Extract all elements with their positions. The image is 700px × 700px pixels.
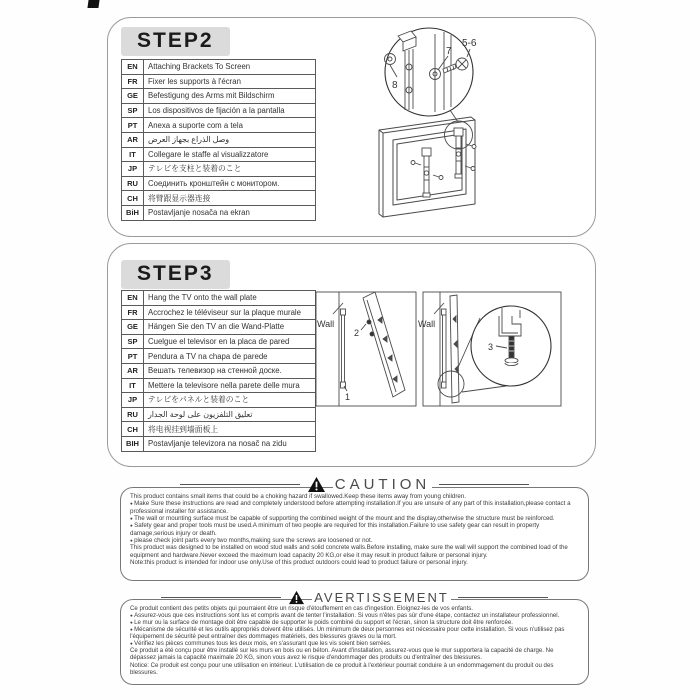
language-code: JP [122, 393, 144, 407]
avertissement-paragraph: Ce produit a été conçu pour être installé sur les murs en bois ou en béton. Avant d'installation, assurez-vous que le mur supportera la capacité de charge. Ne dépassez jamais la capacité maximale 20 KG, sinon vous avez le risque d'endommager des produits ou d'entraîner des blessures. [130, 647, 554, 662]
language-code: GE [122, 320, 144, 334]
instruction-text: Los dispositivos de fijación a la pantalla [148, 106, 285, 116]
part-label-7: 7 [446, 46, 452, 57]
step3-title: STEP3 [121, 260, 230, 289]
instruction-text: Вешать телевизор на стенной доске. [148, 366, 282, 376]
table-row [122, 206, 315, 220]
language-code: FR [122, 75, 144, 89]
part-label-3: 3 [488, 342, 494, 352]
part-label-5-6: 5-6 [462, 38, 477, 49]
table-row [122, 379, 315, 394]
avertissement-box [120, 590, 589, 685]
table-row [122, 364, 315, 379]
language-code: CH [122, 422, 144, 436]
table-row [122, 437, 315, 451]
caution-title: CAUTION [334, 476, 431, 493]
divider-line [180, 484, 300, 485]
table-row [122, 60, 315, 75]
caution-note: Note:this product is intended for indoor use only.Use of this product outdoors could lead to product failure or personal injury. [130, 558, 468, 566]
language-code: CH [122, 191, 144, 205]
step3-diagram [306, 284, 590, 418]
warning-bullet: ● Assurez-vous que ces instructions sont lus et compris avant de tenter l'installation. Si vous n'êtes pas sûr d'une étape, contactez un installateur professionnel. [130, 612, 579, 619]
instruction-text: Anexa a suporte com a tela [148, 120, 243, 130]
scan-artifact [87, 0, 99, 8]
instruction-text: Mettere la televisore nella parete delle mura [148, 380, 300, 390]
language-code: SP [122, 104, 144, 118]
warning-triangle-icon [288, 590, 305, 605]
language-code: FR [122, 306, 144, 320]
step2-language-table [121, 59, 316, 221]
language-code: SP [122, 335, 144, 349]
table-row [122, 393, 315, 408]
step2-diagram [378, 22, 592, 232]
caution-bullet-list [130, 500, 579, 544]
table-row [122, 148, 315, 163]
table-row [122, 118, 315, 133]
table-row [122, 422, 315, 437]
wall-label-right: Wall [418, 319, 436, 329]
warning-bullet: ● Mécanisme de sécurité et les outils appropriés doivent être utilisés. Un minimum de deux personnes est nécessaire pour cette installation. Si vous n'utilisez pas l'équipement de sécurité peut entraîner des dommages matériels, des blessures graves ou la mort. [130, 626, 579, 640]
instruction-text: Attaching Brackets To Screen [148, 62, 251, 72]
step2-title: STEP2 [121, 27, 230, 56]
instruction-text: Cuelgue el televisor en la placa de pared [148, 337, 290, 347]
language-code: EN [122, 60, 144, 74]
language-code: JP [122, 162, 144, 176]
language-code: PT [122, 349, 144, 363]
warning-bullet: ● Make Sure these instructions are read and completely understood before attempting installation.If you are unsure of any part of this installation,please contact a professional installer for assistance. [130, 500, 579, 515]
language-code: BIH [122, 437, 144, 451]
table-row [122, 75, 315, 90]
part-label-1: 1 [345, 392, 351, 402]
instruction-text: Hängen Sie den TV an die Wand-Platte [148, 322, 285, 332]
table-row [122, 191, 315, 206]
instruction-text: Postavljanje nosača na ekran [148, 208, 250, 218]
part-label-2: 2 [354, 328, 360, 338]
table-row [122, 320, 315, 335]
language-code: IT [122, 379, 144, 393]
caution-intro: This product contains small items that could be a choking hazard if swallowed.Keep these items away from young children. [130, 493, 467, 500]
divider-line [439, 484, 529, 485]
instruction-text: Hang the TV onto the wall plate [148, 293, 257, 303]
table-row [122, 349, 315, 364]
instruction-text: テレビをパネルと装着のこと [148, 395, 250, 405]
step2-section [107, 17, 596, 237]
instruction-text: Соединить кронштейн с монитором. [148, 179, 280, 189]
language-code: AR [122, 364, 144, 378]
instruction-text: Collegare le staffe al visualizzatore [148, 149, 269, 159]
table-row [122, 162, 315, 177]
table-row [122, 133, 315, 148]
language-code: RU [122, 408, 144, 422]
caution-paragraph: This product was designed to be installed on wood stud walls and solid concrete walls.Before installing, make sure the wall will support the combined load of the equipment and hardware.Never exceed the maximum load capacity 20 KG,or else it may result in product failure or personal injury. [130, 544, 568, 559]
instruction-text: Befestigung des Arms mit Bildschirm [148, 91, 275, 101]
instruction-text: 将臂跟显示器连接 [148, 193, 211, 203]
table-row [122, 408, 315, 423]
instruction-text: テレビを支柱と装着のこと [148, 164, 242, 174]
wall-label-left: Wall [317, 319, 335, 329]
step3-section [107, 243, 596, 467]
warning-bullet: ● The wall or mounting surface must be capable of supporting the combined weight of the mount and the display,otherwise the structure must be reinforced. [130, 515, 579, 522]
table-row [122, 104, 315, 119]
table-row [122, 306, 315, 321]
detail-circle [385, 28, 477, 116]
avertissement-body [121, 600, 588, 679]
avertissement-intro: Ce produit contient des petits objets qui pourraient être un risque d'étouffement en cas d'ingestion. Eloignez-les de vos enfants. [130, 605, 473, 612]
divider-line [458, 597, 548, 598]
caution-body [121, 488, 588, 569]
caution-title-row [121, 476, 588, 493]
instruction-text: Postavljanje televizora na nosač na zidu [148, 439, 287, 449]
table-row [122, 291, 315, 306]
caution-box [120, 476, 589, 581]
instruction-text: Pendura a TV na chapa de parede [148, 351, 268, 361]
instruction-text: تعليق التلفزيون على لوحة الجدار [148, 410, 253, 420]
language-code: EN [122, 291, 144, 305]
table-row [122, 335, 315, 350]
instruction-text: Fixer les supports à l'écran [148, 76, 241, 86]
instruction-text: Accrochez le téléviseur sur la plaque murale [148, 307, 301, 317]
language-code: BiH [122, 206, 144, 220]
avertissement-bullet-list [130, 612, 579, 647]
warning-bullet: ● Le mur ou la surface de montage doit être capable de supporter le poids combiné du support et l'écran, sinon la structure doit être renforcée. [130, 619, 579, 626]
language-code: AR [122, 133, 144, 147]
avertissement-title-row [121, 590, 588, 605]
warning-bullet: ● Vérifiez les pièces communes tous les deux mois, en s'assurant que les vis soient bien serrées. [130, 640, 579, 647]
language-code: PT [122, 118, 144, 132]
language-code: RU [122, 177, 144, 191]
divider-line [161, 597, 281, 598]
part-label-8: 8 [392, 80, 398, 91]
avertissement-title: AVERTISSEMENT [314, 590, 449, 605]
language-code: IT [122, 148, 144, 162]
table-row [122, 177, 315, 192]
instruction-text: وصل الذراع بجهاز العرض [148, 135, 229, 145]
warning-triangle-icon [307, 476, 326, 493]
step3-language-table [121, 290, 316, 452]
table-row [122, 89, 315, 104]
warning-bullet: ● please check joint parts every two months,making sure the screws are loosened or not. [130, 537, 579, 544]
warning-bullet: ● Safety gear and proper tools must be used.A minimum of two people are required for this installation.Failure to use safety gear can result in property damage,serious injury or death. [130, 522, 579, 537]
instruction-text: 将电视挂到墙面板上 [148, 424, 219, 434]
language-code: GE [122, 89, 144, 103]
avertissement-note: Notice: Ce produit est conçu pour une utilisation en intérieur. L'utilisation de ce produit à l'extérieur pourrait conduire à un endommagement du produit ou des blessures. [130, 661, 554, 676]
